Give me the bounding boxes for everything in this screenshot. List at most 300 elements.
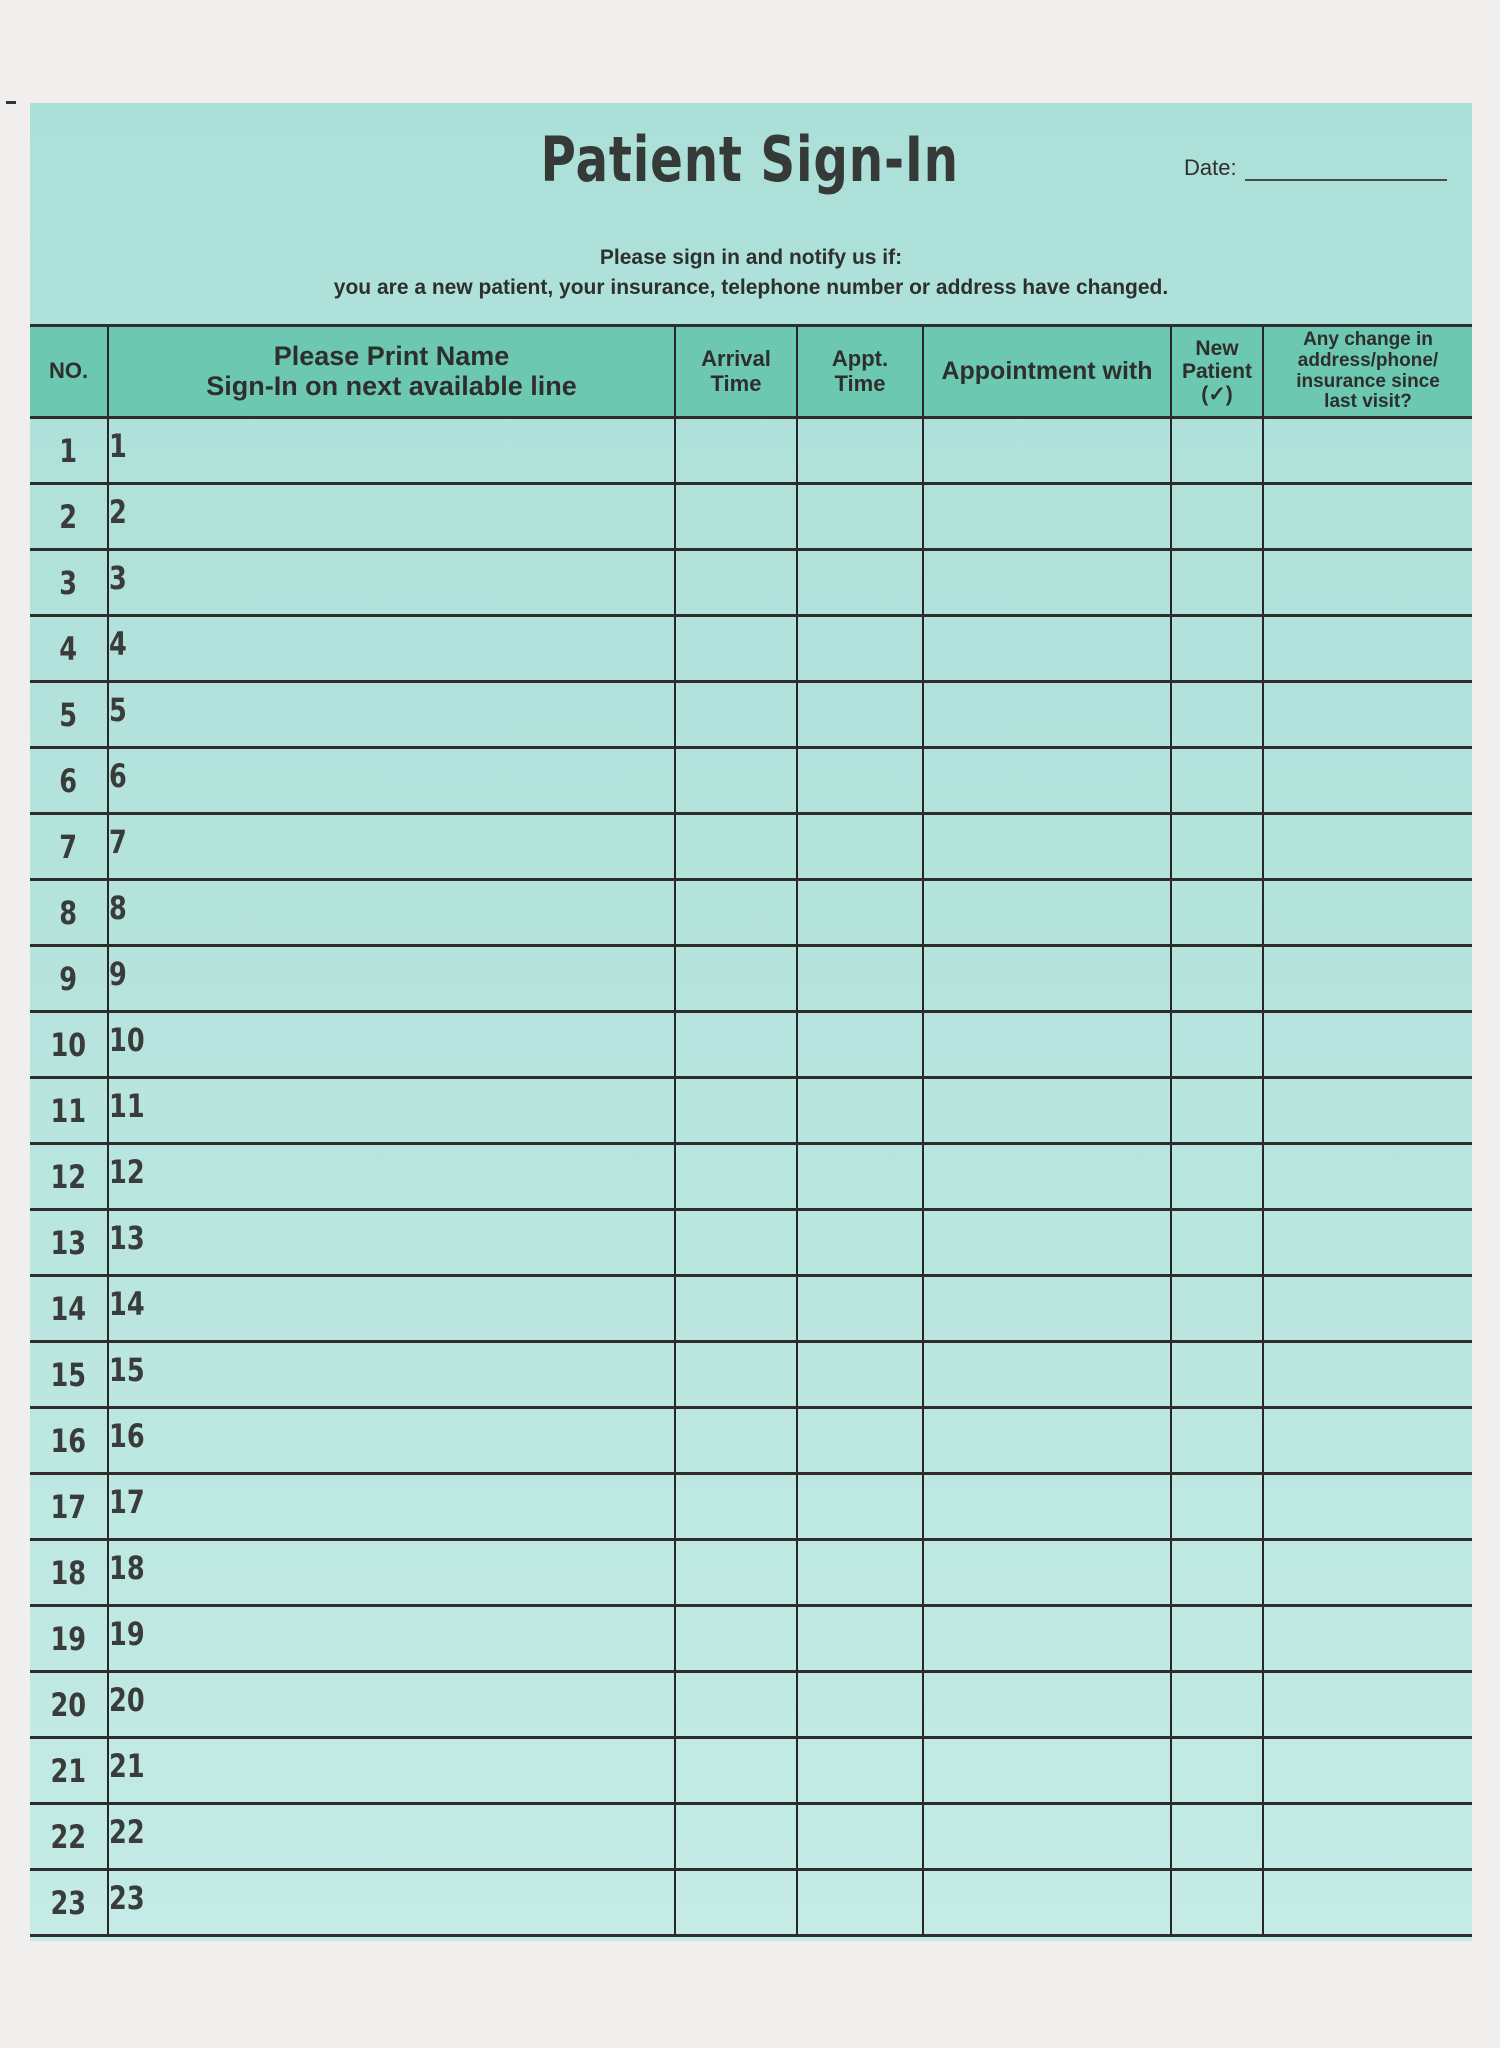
appt-time-input[interactable] xyxy=(804,892,920,934)
name-cell[interactable] xyxy=(108,880,675,946)
new-patient-cell[interactable] xyxy=(1171,1474,1263,1540)
new-patient-check[interactable] xyxy=(1177,1618,1262,1660)
appt-time-cell[interactable] xyxy=(797,1540,923,1606)
appt-time-cell[interactable] xyxy=(797,550,923,616)
appt-time-cell[interactable] xyxy=(797,1012,923,1078)
appt-time-input[interactable] xyxy=(804,430,920,472)
new-patient-check[interactable] xyxy=(1177,1222,1262,1264)
appt-time-cell[interactable] xyxy=(797,1606,923,1672)
appointment-with-input[interactable] xyxy=(936,628,1161,670)
new-patient-check[interactable] xyxy=(1177,1684,1262,1726)
any-change-input[interactable] xyxy=(1274,1684,1465,1726)
row-number-cell xyxy=(30,1342,108,1408)
appt-time-input[interactable] xyxy=(804,1024,920,1066)
any-change-input[interactable] xyxy=(1274,496,1465,538)
appointment-with-cell[interactable] xyxy=(923,1870,1171,1936)
new-patient-cell[interactable] xyxy=(1171,814,1263,880)
new-patient-cell[interactable] xyxy=(1171,1606,1263,1672)
row-number-cell xyxy=(30,1078,108,1144)
appt-time-cell[interactable] xyxy=(797,1870,923,1936)
appointment-with-cell[interactable] xyxy=(923,1606,1171,1672)
new-patient-check[interactable] xyxy=(1177,826,1262,868)
arrival-time-input[interactable] xyxy=(682,694,794,736)
row-number: 1 xyxy=(59,431,78,470)
name-input[interactable] xyxy=(139,828,643,870)
any-change-cell[interactable] xyxy=(1263,1606,1472,1672)
any-change-cell[interactable] xyxy=(1263,1738,1472,1804)
row-number: 20 xyxy=(50,1685,87,1724)
arrival-time-cell[interactable] xyxy=(675,1804,797,1870)
appt-time-input[interactable] xyxy=(804,1420,920,1462)
appointment-with-input[interactable] xyxy=(936,1288,1161,1330)
any-change-cell[interactable] xyxy=(1263,1672,1472,1738)
appointment-with-cell[interactable] xyxy=(923,1078,1171,1144)
appointment-with-cell[interactable] xyxy=(923,748,1171,814)
appt-time-cell[interactable] xyxy=(797,814,923,880)
any-change-cell[interactable] xyxy=(1263,418,1472,484)
appt-time-input[interactable] xyxy=(804,1288,920,1330)
arrival-time-input[interactable] xyxy=(682,1354,794,1396)
appointment-with-cell[interactable] xyxy=(923,484,1171,550)
name-input[interactable] xyxy=(139,762,643,804)
name-cell[interactable] xyxy=(108,1804,675,1870)
appointment-with-input[interactable] xyxy=(936,1486,1161,1528)
appointment-with-input[interactable] xyxy=(936,1618,1161,1660)
any-change-cell[interactable] xyxy=(1263,1804,1472,1870)
date-input-line[interactable] xyxy=(1245,157,1447,181)
arrival-time-input[interactable] xyxy=(682,1684,794,1726)
any-change-input[interactable] xyxy=(1274,1816,1465,1858)
appt-time-input[interactable] xyxy=(804,1750,920,1792)
arrival-time-cell[interactable] xyxy=(675,1012,797,1078)
column-header-arrival-line-2: Time xyxy=(710,370,762,396)
any-change-cell[interactable] xyxy=(1263,1342,1472,1408)
appointment-with-input[interactable] xyxy=(936,1222,1161,1264)
arrival-time-input[interactable] xyxy=(682,1882,794,1924)
column-header-arrival-line-1: Arrival xyxy=(701,346,771,372)
column-header-new-line-1: New xyxy=(1195,336,1239,360)
name-cell[interactable] xyxy=(108,1210,675,1276)
appointment-with-input[interactable] xyxy=(936,1156,1161,1198)
new-patient-cell[interactable] xyxy=(1171,1408,1263,1474)
appt-time-cell[interactable] xyxy=(797,1144,923,1210)
form-header xyxy=(30,103,1472,324)
arrival-time-cell[interactable] xyxy=(675,1210,797,1276)
any-change-cell[interactable] xyxy=(1263,1408,1472,1474)
appt-time-input[interactable] xyxy=(804,1684,920,1726)
arrival-time-input[interactable] xyxy=(682,760,794,802)
appt-time-input[interactable] xyxy=(804,760,920,802)
arrival-time-input[interactable] xyxy=(682,1618,794,1660)
appointment-with-cell[interactable] xyxy=(923,1276,1171,1342)
new-patient-check[interactable] xyxy=(1177,496,1262,538)
appt-time-cell[interactable] xyxy=(797,1672,923,1738)
name-cell[interactable] xyxy=(108,748,675,814)
any-change-input[interactable] xyxy=(1274,1552,1465,1594)
appointment-with-cell[interactable] xyxy=(923,1342,1171,1408)
date-field[interactable] xyxy=(1184,155,1447,181)
new-patient-cell[interactable] xyxy=(1171,484,1263,550)
new-patient-cell[interactable] xyxy=(1171,748,1263,814)
new-patient-check[interactable] xyxy=(1177,694,1262,736)
any-change-input[interactable] xyxy=(1274,1024,1465,1066)
appt-time-cell[interactable] xyxy=(797,418,923,484)
any-change-input[interactable] xyxy=(1274,1288,1465,1330)
appointment-with-cell[interactable] xyxy=(923,1012,1171,1078)
any-change-cell[interactable] xyxy=(1263,946,1472,1012)
name-input[interactable] xyxy=(162,1884,666,1926)
appt-time-input[interactable] xyxy=(804,1156,920,1198)
any-change-input[interactable] xyxy=(1274,826,1465,868)
appointment-with-cell[interactable] xyxy=(923,946,1171,1012)
name-input[interactable] xyxy=(139,564,643,606)
name-input[interactable] xyxy=(162,1752,666,1794)
name-cell[interactable] xyxy=(108,682,675,748)
appointment-with-cell[interactable] xyxy=(923,418,1171,484)
new-patient-check[interactable] xyxy=(1177,892,1262,934)
new-patient-check[interactable] xyxy=(1177,1090,1262,1132)
table-row xyxy=(30,1870,1472,1936)
new-patient-cell[interactable] xyxy=(1171,880,1263,946)
appt-time-input[interactable] xyxy=(804,1486,920,1528)
appointment-with-input[interactable] xyxy=(936,760,1161,802)
new-patient-cell[interactable] xyxy=(1171,1804,1263,1870)
new-patient-cell[interactable] xyxy=(1171,1738,1263,1804)
arrival-time-cell[interactable] xyxy=(675,1540,797,1606)
arrival-time-input[interactable] xyxy=(682,1024,794,1066)
name-cell[interactable] xyxy=(108,1276,675,1342)
arrival-time-input[interactable] xyxy=(682,1090,794,1132)
appointment-with-input[interactable] xyxy=(936,1882,1161,1924)
arrival-time-cell[interactable] xyxy=(675,1342,797,1408)
new-patient-check[interactable] xyxy=(1177,1882,1262,1924)
appt-time-cell[interactable] xyxy=(797,1474,923,1540)
arrival-time-cell[interactable] xyxy=(675,1276,797,1342)
appointment-with-input[interactable] xyxy=(936,496,1161,538)
any-change-input[interactable] xyxy=(1274,1090,1465,1132)
any-change-cell[interactable] xyxy=(1263,484,1472,550)
any-change-input[interactable] xyxy=(1274,1222,1465,1264)
arrival-time-input[interactable] xyxy=(682,1222,794,1264)
appointment-with-input[interactable] xyxy=(936,1420,1161,1462)
column-header-name xyxy=(108,326,675,418)
arrival-time-cell[interactable] xyxy=(675,1738,797,1804)
appt-time-cell[interactable] xyxy=(797,484,923,550)
new-patient-cell[interactable] xyxy=(1171,616,1263,682)
name-cell[interactable] xyxy=(108,418,675,484)
name-cell[interactable] xyxy=(108,1342,675,1408)
appt-time-cell[interactable] xyxy=(797,946,923,1012)
any-change-cell[interactable] xyxy=(1263,550,1472,616)
appointment-with-cell[interactable] xyxy=(923,616,1171,682)
appointment-with-cell[interactable] xyxy=(923,1474,1171,1540)
new-patient-cell[interactable] xyxy=(1171,1276,1263,1342)
appointment-with-input[interactable] xyxy=(936,892,1161,934)
any-change-input[interactable] xyxy=(1274,1156,1465,1198)
arrival-time-input[interactable] xyxy=(682,1816,794,1858)
any-change-cell[interactable] xyxy=(1263,814,1472,880)
new-patient-cell[interactable] xyxy=(1171,1078,1263,1144)
appointment-with-cell[interactable] xyxy=(923,1408,1171,1474)
appt-time-input[interactable] xyxy=(804,1090,920,1132)
any-change-cell[interactable] xyxy=(1263,682,1472,748)
name-cell[interactable] xyxy=(108,1738,675,1804)
row-number: 17 xyxy=(50,1487,87,1526)
appointment-with-input[interactable] xyxy=(936,562,1161,604)
arrival-time-input[interactable] xyxy=(682,1552,794,1594)
new-patient-cell[interactable] xyxy=(1171,1144,1263,1210)
name-cell[interactable] xyxy=(108,1474,675,1540)
appt-time-cell[interactable] xyxy=(797,1210,923,1276)
arrival-time-input[interactable] xyxy=(682,562,794,604)
name-input[interactable] xyxy=(139,960,643,1002)
arrival-time-cell[interactable] xyxy=(675,1408,797,1474)
new-patient-check[interactable] xyxy=(1177,958,1262,1000)
arrival-time-cell[interactable] xyxy=(675,1672,797,1738)
arrival-time-cell[interactable] xyxy=(675,880,797,946)
name-input[interactable] xyxy=(139,630,643,672)
any-change-cell[interactable] xyxy=(1263,1276,1472,1342)
any-change-cell[interactable] xyxy=(1263,616,1472,682)
any-change-cell[interactable] xyxy=(1263,1144,1472,1210)
appointment-with-input[interactable] xyxy=(936,1684,1161,1726)
arrival-time-input[interactable] xyxy=(682,1750,794,1792)
appt-time-input[interactable] xyxy=(804,496,920,538)
row-number-cell xyxy=(30,418,108,484)
arrival-time-input[interactable] xyxy=(682,958,794,1000)
appt-time-input[interactable] xyxy=(804,694,920,736)
row-number-cell xyxy=(30,1870,108,1936)
column-header-name-line-2: Sign-In on next available line xyxy=(206,370,577,401)
name-input[interactable] xyxy=(162,1092,666,1134)
any-change-input[interactable] xyxy=(1274,1618,1465,1660)
name-line-number: 21 xyxy=(109,1747,145,1786)
name-cell[interactable] xyxy=(108,1408,675,1474)
any-change-input[interactable] xyxy=(1274,1882,1465,1924)
any-change-input[interactable] xyxy=(1274,958,1465,1000)
any-change-input[interactable] xyxy=(1274,1750,1465,1792)
name-input[interactable] xyxy=(162,1488,666,1530)
arrival-time-cell[interactable] xyxy=(675,814,797,880)
appointment-with-input[interactable] xyxy=(936,1024,1161,1066)
name-cell[interactable] xyxy=(108,1540,675,1606)
appointment-with-input[interactable] xyxy=(936,1552,1161,1594)
new-patient-check[interactable] xyxy=(1177,1552,1262,1594)
appointment-with-cell[interactable] xyxy=(923,814,1171,880)
new-patient-check[interactable] xyxy=(1177,1156,1262,1198)
name-cell[interactable] xyxy=(108,1144,675,1210)
name-input[interactable] xyxy=(162,1026,666,1068)
arrival-time-cell[interactable] xyxy=(675,550,797,616)
appointment-with-input[interactable] xyxy=(936,430,1161,472)
row-number-cell xyxy=(30,616,108,682)
name-input[interactable] xyxy=(162,1422,666,1464)
any-change-cell[interactable] xyxy=(1263,880,1472,946)
row-number: 3 xyxy=(59,563,78,602)
appt-time-cell[interactable] xyxy=(797,1804,923,1870)
appointment-with-cell[interactable] xyxy=(923,1540,1171,1606)
new-patient-check[interactable] xyxy=(1177,1288,1262,1330)
appointment-with-cell[interactable] xyxy=(923,550,1171,616)
name-cell[interactable] xyxy=(108,1078,675,1144)
appt-time-input[interactable] xyxy=(804,562,920,604)
appt-time-cell[interactable] xyxy=(797,1408,923,1474)
new-patient-check[interactable] xyxy=(1177,1486,1262,1528)
appt-time-input[interactable] xyxy=(804,958,920,1000)
name-cell[interactable] xyxy=(108,616,675,682)
arrival-time-input[interactable] xyxy=(682,892,794,934)
appointment-with-input[interactable] xyxy=(936,826,1161,868)
appointment-with-input[interactable] xyxy=(936,958,1161,1000)
new-patient-check[interactable] xyxy=(1177,1024,1262,1066)
new-patient-check[interactable] xyxy=(1177,1420,1262,1462)
new-patient-check[interactable] xyxy=(1177,1354,1262,1396)
arrival-time-cell[interactable] xyxy=(675,616,797,682)
new-patient-cell[interactable] xyxy=(1171,682,1263,748)
appt-time-cell[interactable] xyxy=(797,682,923,748)
name-cell[interactable] xyxy=(108,1606,675,1672)
arrival-time-input[interactable] xyxy=(682,430,794,472)
table-row xyxy=(30,880,1472,946)
arrival-time-cell[interactable] xyxy=(675,1144,797,1210)
any-change-input[interactable] xyxy=(1274,1420,1465,1462)
name-input[interactable] xyxy=(139,498,643,540)
name-input[interactable] xyxy=(162,1554,666,1596)
name-input[interactable] xyxy=(139,432,643,474)
any-change-cell[interactable] xyxy=(1263,1012,1472,1078)
name-input[interactable] xyxy=(162,1224,666,1266)
arrival-time-cell[interactable] xyxy=(675,946,797,1012)
name-line-number: 4 xyxy=(109,625,127,664)
appt-time-input[interactable] xyxy=(804,1882,920,1924)
arrival-time-input[interactable] xyxy=(682,1420,794,1462)
any-change-input[interactable] xyxy=(1274,430,1465,472)
appt-time-cell[interactable] xyxy=(797,1738,923,1804)
any-change-cell[interactable] xyxy=(1263,1474,1472,1540)
new-patient-check[interactable] xyxy=(1177,430,1262,472)
name-cell[interactable] xyxy=(108,1012,675,1078)
new-patient-check[interactable] xyxy=(1177,628,1262,670)
new-patient-check[interactable] xyxy=(1177,562,1262,604)
arrival-time-input[interactable] xyxy=(682,628,794,670)
appointment-with-cell[interactable] xyxy=(923,880,1171,946)
appointment-with-cell[interactable] xyxy=(923,682,1171,748)
any-change-input[interactable] xyxy=(1274,562,1465,604)
appointment-with-input[interactable] xyxy=(936,694,1161,736)
appointment-with-input[interactable] xyxy=(936,1354,1161,1396)
appt-time-cell[interactable] xyxy=(797,1078,923,1144)
new-patient-check[interactable] xyxy=(1177,760,1262,802)
arrival-time-cell[interactable] xyxy=(675,1078,797,1144)
any-change-cell[interactable] xyxy=(1263,748,1472,814)
arrival-time-input[interactable] xyxy=(682,1288,794,1330)
arrival-time-input[interactable] xyxy=(682,826,794,868)
appt-time-input[interactable] xyxy=(804,628,920,670)
new-patient-cell[interactable] xyxy=(1171,1342,1263,1408)
arrival-time-cell[interactable] xyxy=(675,1606,797,1672)
appt-time-cell[interactable] xyxy=(797,1342,923,1408)
arrival-time-input[interactable] xyxy=(682,1486,794,1528)
arrival-time-cell[interactable] xyxy=(675,748,797,814)
appt-time-cell[interactable] xyxy=(797,1276,923,1342)
any-change-input[interactable] xyxy=(1274,694,1465,736)
table-row xyxy=(30,1144,1472,1210)
name-cell[interactable] xyxy=(108,1672,675,1738)
appointment-with-input[interactable] xyxy=(936,1816,1161,1858)
appt-time-input[interactable] xyxy=(804,1816,920,1858)
appointment-with-cell[interactable] xyxy=(923,1738,1171,1804)
column-header-appt-line-2: Time xyxy=(834,370,886,396)
name-cell[interactable] xyxy=(108,550,675,616)
appt-time-input[interactable] xyxy=(804,1222,920,1264)
arrival-time-input[interactable] xyxy=(682,1156,794,1198)
appt-time-input[interactable] xyxy=(804,1354,920,1396)
any-change-cell[interactable] xyxy=(1263,1540,1472,1606)
name-input[interactable] xyxy=(162,1620,666,1662)
appt-time-cell[interactable] xyxy=(797,616,923,682)
arrival-time-cell[interactable] xyxy=(675,418,797,484)
any-change-input[interactable] xyxy=(1274,1486,1465,1528)
appointment-with-cell[interactable] xyxy=(923,1672,1171,1738)
any-change-cell[interactable] xyxy=(1263,1870,1472,1936)
name-input[interactable] xyxy=(139,894,643,936)
arrival-time-cell[interactable] xyxy=(675,682,797,748)
new-patient-cell[interactable] xyxy=(1171,418,1263,484)
new-patient-cell[interactable] xyxy=(1171,1540,1263,1606)
name-input[interactable] xyxy=(162,1290,666,1332)
new-patient-check[interactable] xyxy=(1177,1816,1262,1858)
name-cell[interactable] xyxy=(108,1870,675,1936)
name-input[interactable] xyxy=(139,696,643,738)
arrival-time-cell[interactable] xyxy=(675,1870,797,1936)
appointment-with-input[interactable] xyxy=(936,1750,1161,1792)
arrival-time-cell[interactable] xyxy=(675,484,797,550)
new-patient-cell[interactable] xyxy=(1171,1012,1263,1078)
new-patient-cell[interactable] xyxy=(1171,1210,1263,1276)
name-input[interactable] xyxy=(162,1686,666,1728)
any-change-input[interactable] xyxy=(1274,1354,1465,1396)
name-cell[interactable] xyxy=(108,946,675,1012)
arrival-time-cell[interactable] xyxy=(675,1474,797,1540)
name-input[interactable] xyxy=(162,1158,666,1200)
arrival-time-input[interactable] xyxy=(682,496,794,538)
appt-time-input[interactable] xyxy=(804,1552,920,1594)
appointment-with-input[interactable] xyxy=(936,1090,1161,1132)
appt-time-cell[interactable] xyxy=(797,748,923,814)
appointment-with-cell[interactable] xyxy=(923,1210,1171,1276)
appt-time-input[interactable] xyxy=(804,1618,920,1660)
any-change-input[interactable] xyxy=(1274,760,1465,802)
new-patient-cell[interactable] xyxy=(1171,1672,1263,1738)
any-change-input[interactable] xyxy=(1274,892,1465,934)
name-input[interactable] xyxy=(162,1818,666,1860)
name-cell[interactable] xyxy=(108,484,675,550)
any-change-cell[interactable] xyxy=(1263,1078,1472,1144)
appointment-with-cell[interactable] xyxy=(923,1144,1171,1210)
any-change-input[interactable] xyxy=(1274,628,1465,670)
name-cell[interactable] xyxy=(108,814,675,880)
appointment-with-cell[interactable] xyxy=(923,1804,1171,1870)
table-row xyxy=(30,1738,1472,1804)
new-patient-cell[interactable] xyxy=(1171,1870,1263,1936)
appt-time-cell[interactable] xyxy=(797,880,923,946)
name-input[interactable] xyxy=(162,1356,666,1398)
new-patient-check[interactable] xyxy=(1177,1750,1262,1792)
appt-time-input[interactable] xyxy=(804,826,920,868)
any-change-cell[interactable] xyxy=(1263,1210,1472,1276)
new-patient-cell[interactable] xyxy=(1171,946,1263,1012)
new-patient-cell[interactable] xyxy=(1171,550,1263,616)
